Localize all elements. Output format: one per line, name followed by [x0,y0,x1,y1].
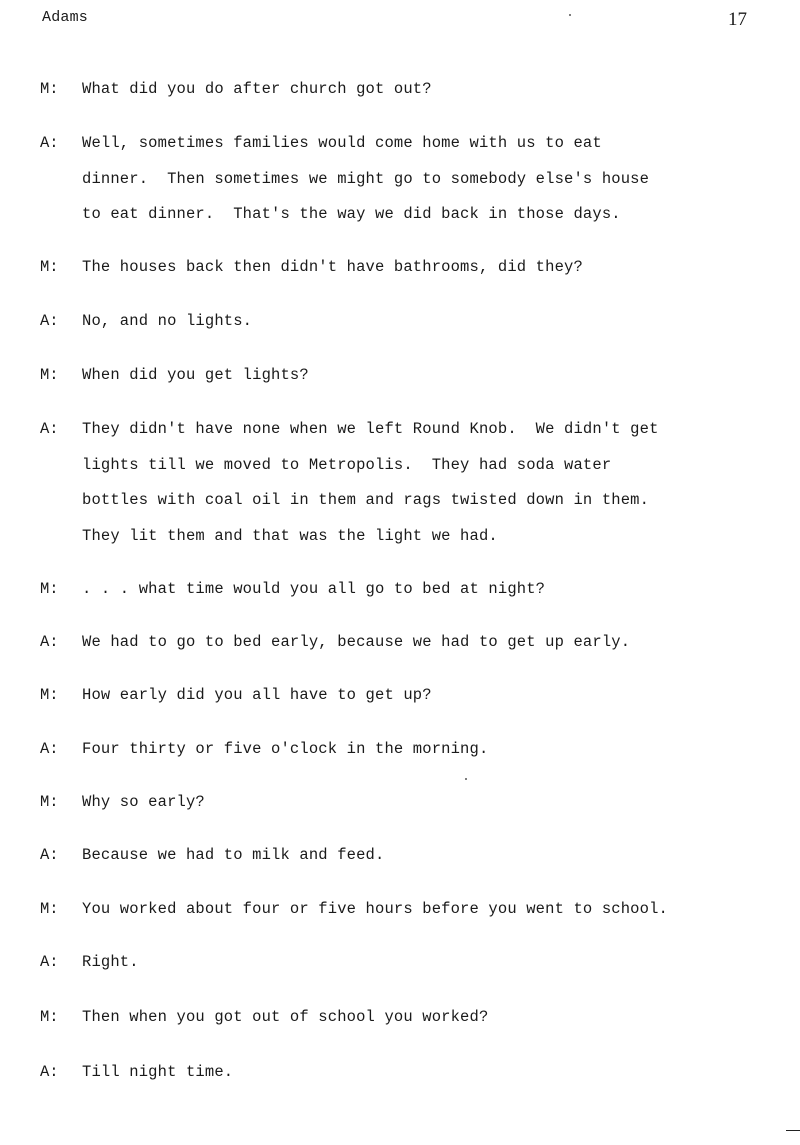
speaker-label: M: [40,366,59,384]
scan-speck [465,778,467,780]
text-line: Why so early? [82,793,205,811]
speaker-label: M: [40,580,59,598]
speaker-label: A: [40,740,59,758]
turn-text [82,126,782,233]
text-line: Then when you got out of school you worked? [82,1008,489,1026]
speaker-label: M: [40,258,59,276]
speaker-label: A: [40,846,59,864]
text-line: What did you do after church got out? [82,80,432,98]
turn-text [82,732,782,768]
text-line: The houses back then didn't have bathrooms, did they? [82,258,583,276]
text-line: Till night time. [82,1063,234,1081]
speaker-label: A: [40,312,59,330]
page-number: 17 [728,9,747,30]
text-line: Four thirty or five o'clock in the morning. [82,740,489,758]
text-line: How early did you all have to get up? [82,686,432,704]
speaker-label: A: [40,134,59,152]
speaker-label: M: [40,80,59,98]
turn-text [82,785,782,821]
scan-edge-mark [786,1130,800,1131]
text-line: When did you get lights? [82,366,309,384]
turn-text [82,1055,782,1091]
turn-text [82,945,782,981]
turn-text [82,358,782,394]
speaker-label: M: [40,793,59,811]
turn-text [82,678,782,714]
text-line: Well, sometimes families would come home with us to eat [82,134,602,152]
speaker-label: A: [40,420,59,438]
speaker-label: A: [40,633,59,651]
turn-text [82,572,782,608]
turn-text [82,1000,782,1036]
speaker-label: M: [40,686,59,704]
text-line: Right. [82,953,139,971]
turn-text [82,838,782,874]
text-line: bottles with coal oil in them and rags twisted down in them. [82,491,650,509]
text-line: . . . what time would you all go to bed at night? [82,580,546,598]
turn-text [82,892,782,928]
text-line: to eat dinner. That's the way we did back in those days. [82,205,621,223]
turn-text [82,412,782,554]
turn-text [82,625,782,661]
turn-text [82,304,782,340]
turn-text [82,72,782,108]
turn-text [82,250,782,286]
speaker-label: A: [40,953,59,971]
text-line: We had to go to bed early, because we had to get up early. [82,633,631,651]
header-interviewee-name: Adams [42,9,89,26]
scan-speck [569,14,571,16]
text-line: Because we had to milk and feed. [82,846,385,864]
speaker-label: M: [40,1008,59,1026]
text-line: lights till we moved to Metropolis. They had soda water [82,455,612,474]
speaker-label: M: [40,900,59,918]
text-line: They didn't have none when we left Round Knob. We didn't get [82,420,659,438]
text-line: dinner. Then sometimes we might go to somebody else's house [82,169,650,188]
text-line: No, and no lights. [82,312,253,330]
speaker-label: A: [40,1063,59,1081]
text-line: They lit them and that was the light we had. [82,526,498,545]
text-line: You worked about four or five hours before you went to school. [82,900,668,918]
